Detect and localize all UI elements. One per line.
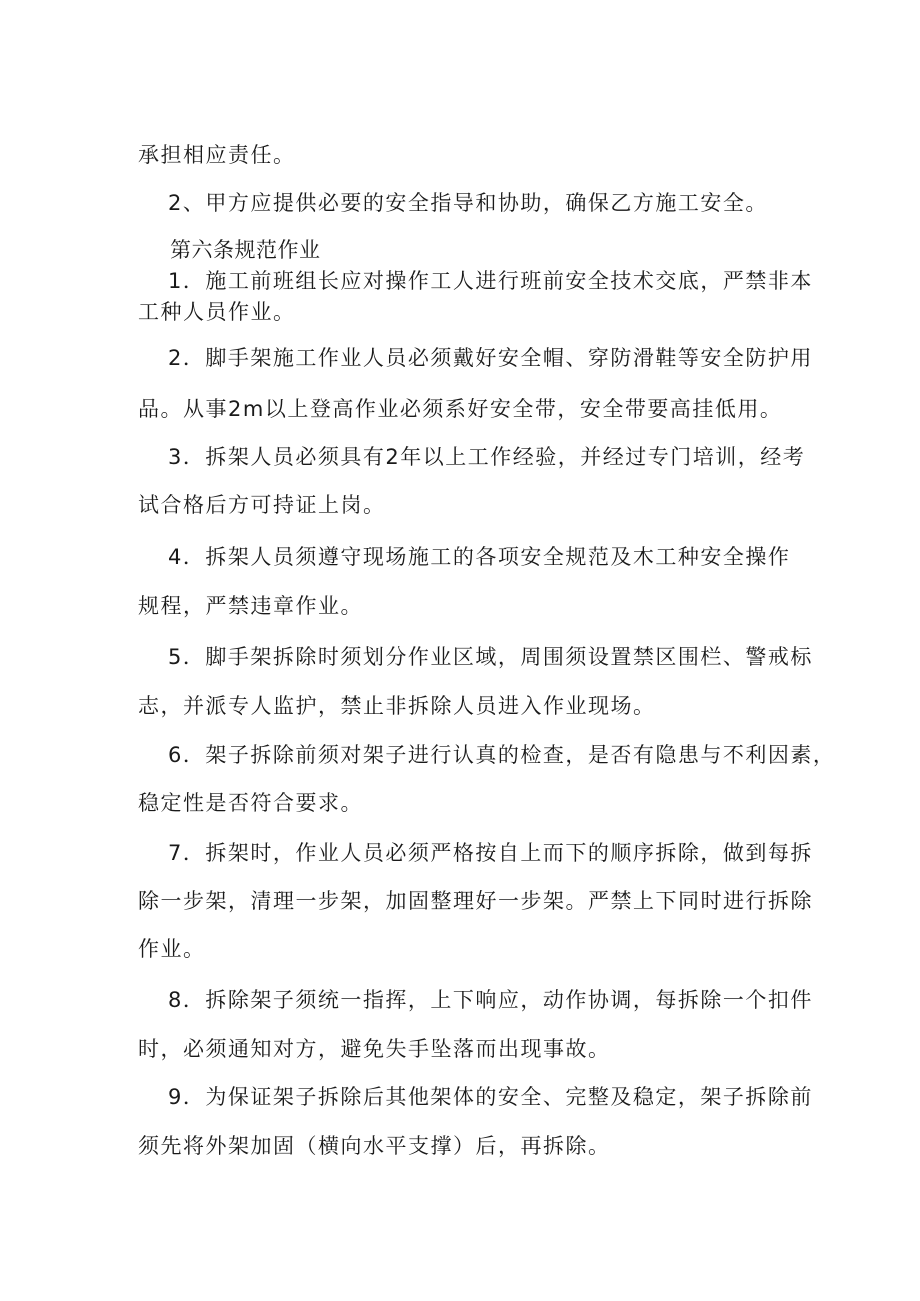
text-line: 稳定性是否符合要求。: [138, 791, 363, 815]
text-line: 承担相应责任。: [138, 143, 296, 167]
text-line: 除一步架，清理一步架，加固整理好一步架。严禁上下同时进行拆除: [138, 889, 813, 913]
text-line: 2、甲方应提供必要的安全指导和协助，确保乙方施工安全。: [168, 191, 768, 215]
text-line: 志，并派专人监护，禁止非拆除人员进入作业现场。: [138, 694, 656, 718]
text-line: 工种人员作业。: [138, 300, 296, 324]
text-line: 品。从事2m以上登高作业必须系好安全带，安全带要高挂低用。: [138, 397, 783, 421]
text-line: 试合格后方可持证上岗。: [138, 493, 386, 517]
text-line: 1．施工前班组长应对操作工人进行班前安全技术交底，严禁非本: [168, 269, 813, 293]
text-line: 3．拆架人员必须具有2年以上工作经验，并经过专门培训，经考: [168, 445, 806, 469]
text-line: 6．架子拆除前须对架子进行认真的检查，是否有隐患与不利因素，: [168, 743, 836, 767]
text-line: 作业。: [138, 937, 206, 961]
text-line: 7．拆架时，作业人员必须严格按自上而下的顺序拆除，做到每拆: [168, 841, 813, 865]
text-line: 2．脚手架施工作业人员必须戴好安全帽、穿防滑鞋等安全防护用: [168, 346, 813, 370]
text-line: 4．拆架人员须遵守现场施工的各项安全规范及木工种安全操作: [168, 545, 791, 569]
text-line: 规程，严禁违章作业。: [138, 594, 363, 618]
text-line: 时，必须通知对方，避免失手坠落而出现事故。: [138, 1037, 611, 1061]
text-line: 9．为保证架子拆除后其他架体的安全、完整及稳定，架子拆除前: [168, 1085, 813, 1109]
text-line: 须先将外架加固（横向水平支撑）后，再拆除。: [138, 1134, 611, 1158]
text-line: 5．脚手架拆除时须划分作业区域，周围须设置禁区围栏、警戒标: [168, 645, 813, 669]
section-heading: 第六条规范作业: [170, 238, 321, 262]
text-line: 8．拆除架子须统一指挥，上下响应，动作协调，每拆除一个扣件: [168, 988, 813, 1012]
